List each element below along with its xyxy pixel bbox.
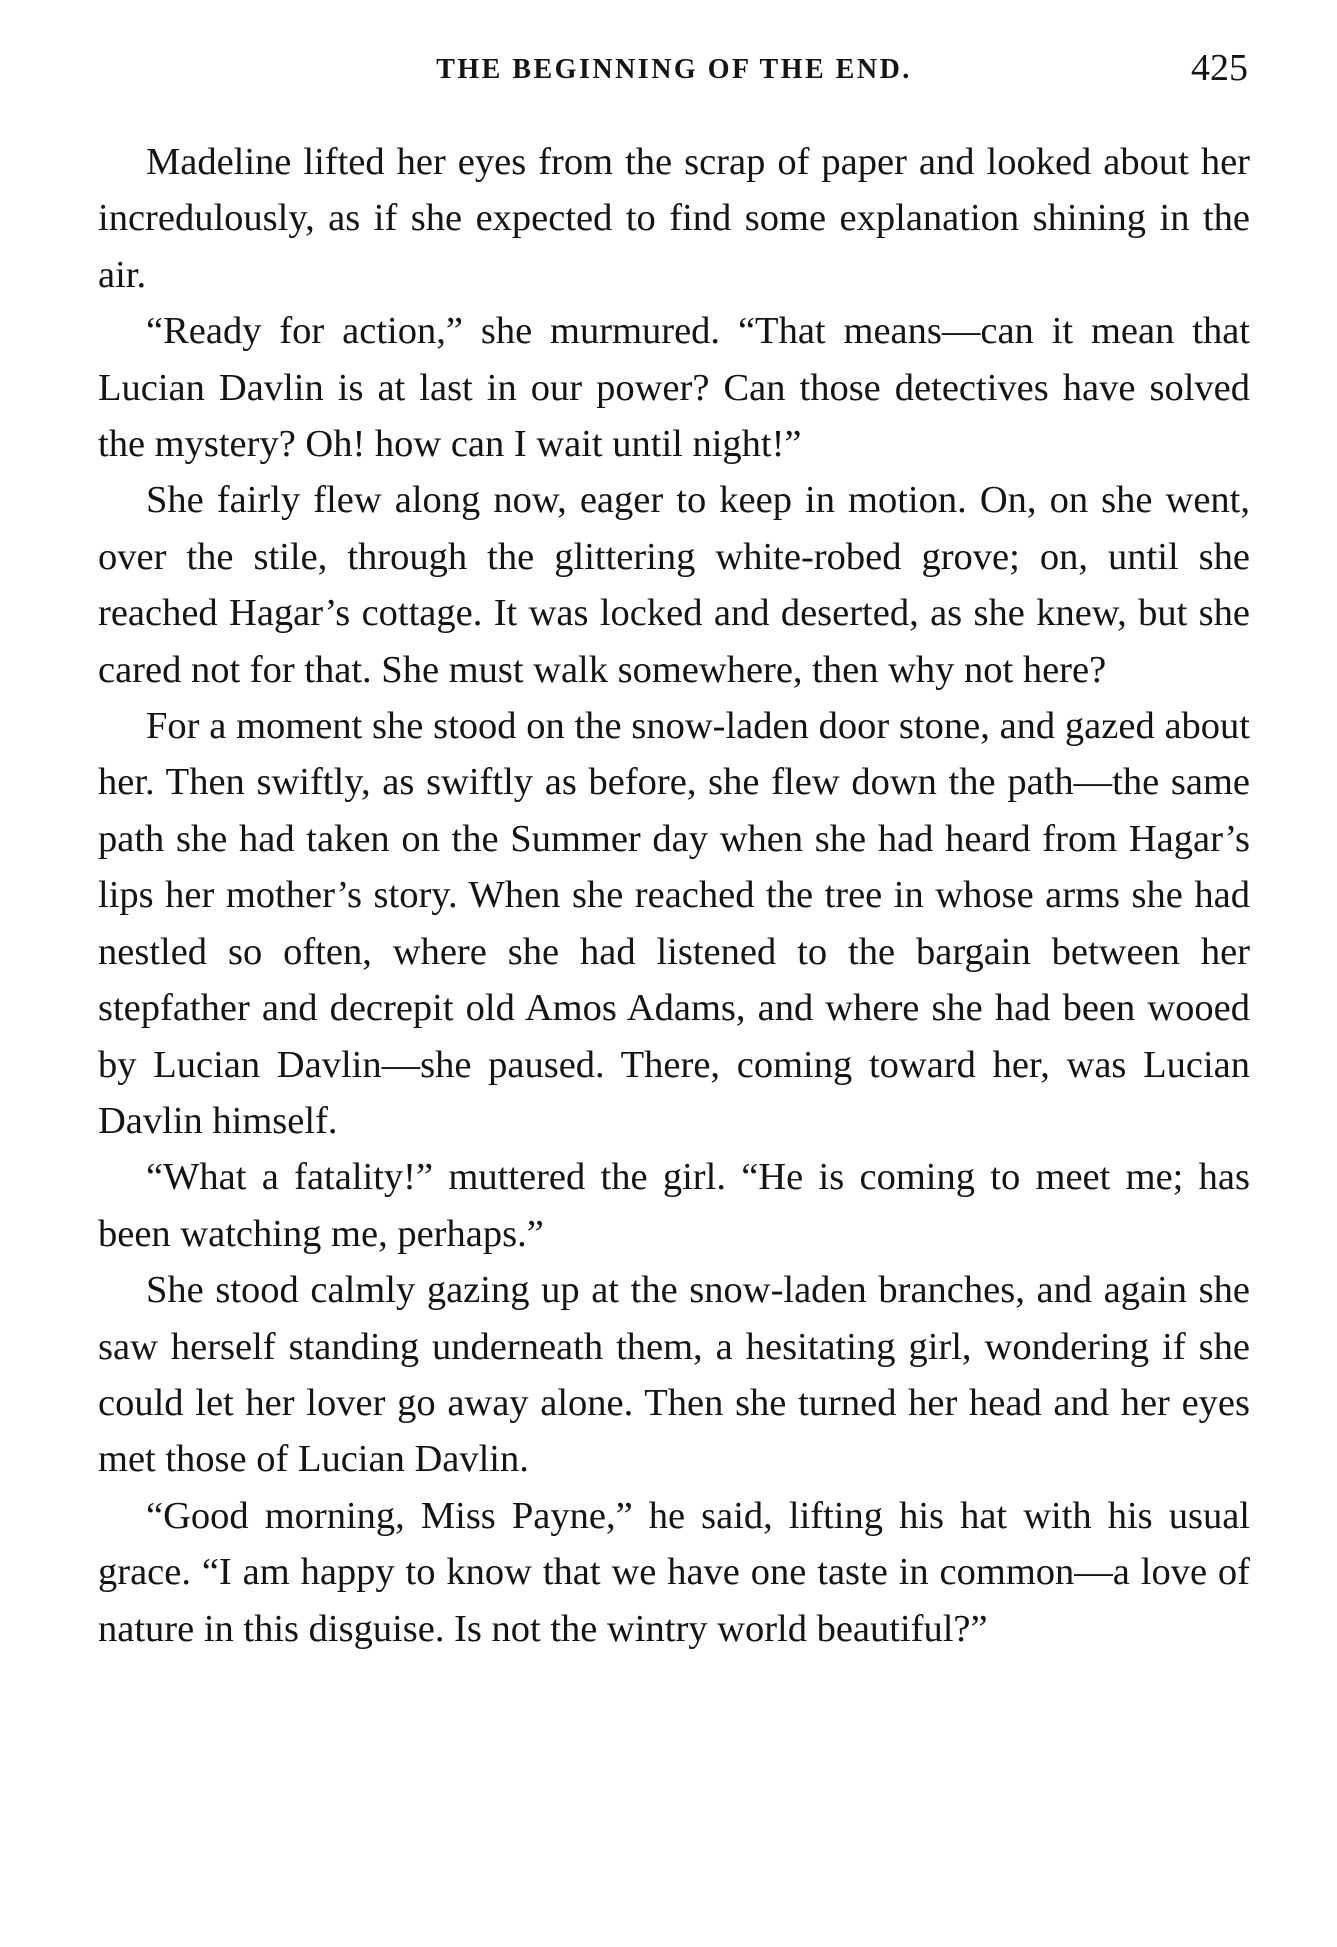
body-text xyxy=(98,134,1250,1657)
paragraph: “Ready for action,” she murmured. “That means—can it mean that Lucian Davlin is at last in our power? Can those detectives have solved the mystery? Oh! how can I wait until night!” xyxy=(98,310,1250,466)
paragraph: Madeline lifted her eyes from the scrap of paper and looked about her incredulously, as if she expected to find some explanation shining in the air. xyxy=(98,141,1250,296)
page-header xyxy=(100,44,1248,96)
paragraph: She stood calmly gazing up at the snow-laden branches, and again she saw herself standing underneath them, a hesitating girl, wondering if she could let her lover go away alone. Then she turned her head and her eyes met those of Lucian Davlin. xyxy=(98,1269,1250,1481)
paragraph: “Good morning, Miss Payne,” he said, lifting his hat with his usual grace. “I am happy to know that we have one taste in common—a love of nature in this disguise. Is not the wintry world beautiful?” xyxy=(98,1494,1250,1650)
page-number: 425 xyxy=(1191,47,1248,89)
paragraph: For a moment she stood on the snow-laden door stone, and gazed about her. Then swiftly, as swiftly as before, she flew down the path—the same path she had taken on the Summer day when she had heard from Hagar’s lips her mother’s story. When she reached the tree in whose arms she had nestled so often, where she had listened to the bargain between her stepfather and decrepit old Amos Adams, and where she had been wooed by Lucian Davlin—she paused. There, coming toward her, was Lucian Davlin himself. xyxy=(98,705,1250,1142)
running-title: THE BEGINNING OF THE END. xyxy=(436,54,912,85)
paragraph: She fairly flew along now, eager to keep in motion. On, on she went, over the stile, through the glittering white-robed grove; on, until she reached Hagar’s cottage. It was locked and deserted, as she knew, but she cared not for that. She must walk somewhere, then why not here? xyxy=(98,479,1250,691)
paragraph: “What a fatality!” muttered the girl. “He is coming to meet me; has been watching me, perhaps.” xyxy=(98,1156,1250,1255)
